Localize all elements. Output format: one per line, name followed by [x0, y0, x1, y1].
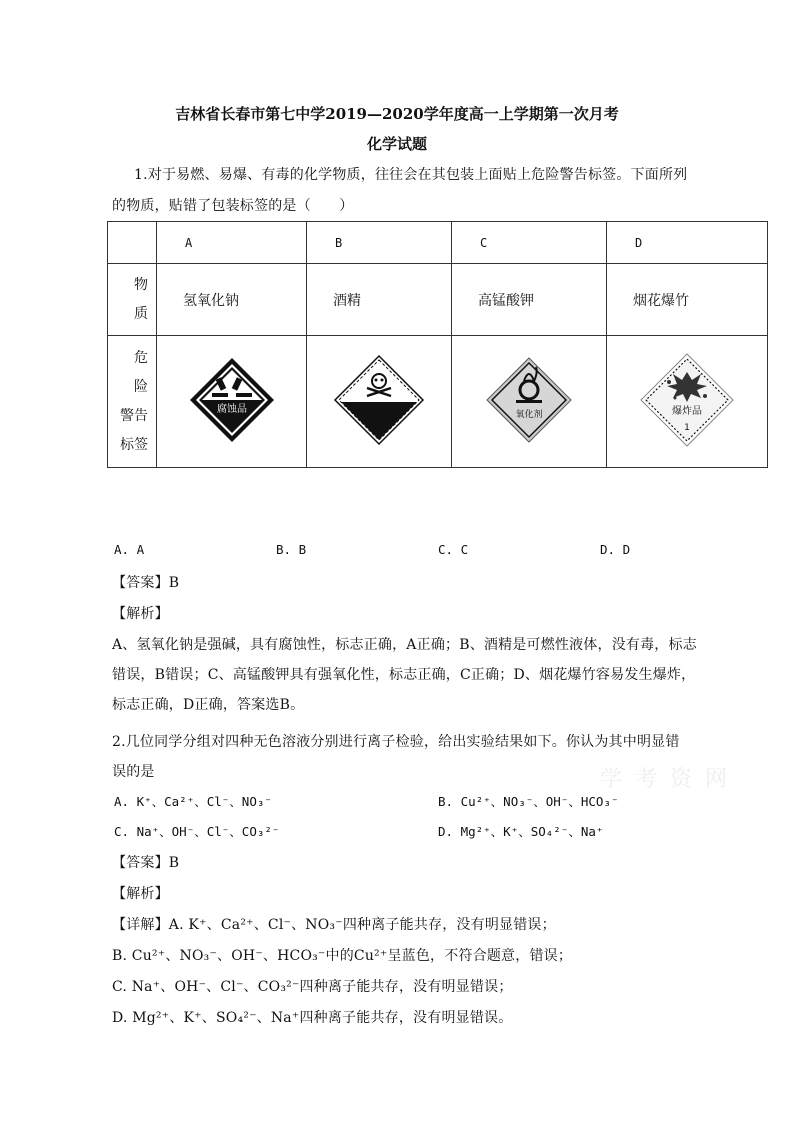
- q1-analysis-line2: 错误，B错误；C、高锰酸钾具有强氧化性，标志正确，C正确；D、烟花爆竹容易发生爆炸，: [112, 667, 696, 683]
- q2-detail-line1: 【详解】A. K⁺、Ca²⁺、Cl⁻、NO₃⁻四种离子能共存，没有明显错误；: [112, 917, 556, 933]
- q2-option-d: D. Mg²⁺、K⁺、SO₄²⁻、Na⁺: [438, 824, 604, 839]
- hazard-label-a: [157, 336, 307, 468]
- hazard-label-c: [452, 336, 607, 468]
- hazard-label-b: [307, 336, 452, 468]
- q2-analysis-heading: 【解析】: [112, 886, 169, 902]
- material-c: 高锰酸钾: [452, 264, 607, 336]
- q2-detail-line4: D. Mg²⁺、K⁺、SO₄²⁻、Na⁺四种离子能共存，没有明显错误。: [112, 1010, 513, 1026]
- q1-option-c: C. C: [438, 542, 469, 557]
- q2-detail-line2: B. Cu²⁺、NO₃⁻、OH⁻、HCO₃⁻中的Cu²⁺呈蓝色，不符合题意，错误；: [112, 948, 573, 964]
- corrosive-label-text: 腐蚀品: [216, 403, 247, 415]
- q1-analysis-heading: 【解析】: [112, 606, 169, 622]
- q1-option-b: B. B: [276, 542, 307, 557]
- material-d: 烟花爆竹: [607, 264, 768, 336]
- watermark: 学 考 资 网: [600, 767, 730, 792]
- oxidizer-label-text: 氧化剂: [515, 409, 543, 420]
- row-label-char: 警告: [120, 407, 148, 424]
- hazard-label-table: [107, 221, 768, 468]
- material-b: 酒精: [307, 264, 452, 336]
- q1-stem-line1: 1.对于易燃、易爆、有毒的化学物质，往往会在其包装上面贴上危险警告标签。下面所列: [134, 167, 688, 183]
- q1-stem-line2: 的物质，贴错了包装标签的是（ ）: [112, 198, 354, 214]
- table-corner: [108, 222, 157, 264]
- header-c: C: [452, 222, 607, 264]
- row-label-char: 物: [134, 276, 148, 293]
- explosive-division-number: 1: [684, 422, 690, 433]
- row-label-hazard: [108, 336, 157, 468]
- explosive-icon: [639, 352, 735, 448]
- q2-option-b: B. Cu²⁺、NO₃⁻、OH⁻、HCO₃⁻: [438, 794, 619, 809]
- q1-analysis-line3: 标志正确，D正确，答案选B。: [112, 697, 305, 713]
- row-label-substance: [108, 264, 157, 336]
- q2-option-a: A. K⁺、Ca²⁺、Cl⁻、NO₃⁻: [114, 794, 272, 809]
- q1-answer: 【答案】B: [112, 575, 180, 591]
- q2-answer: 【答案】B: [112, 855, 180, 871]
- exam-title: 吉林省长春市第七中学2019—2020学年度高一上学期第一次月考: [175, 105, 619, 123]
- header-a: A: [157, 222, 307, 264]
- q2-stem-line1: 2.几位同学分组对四种无色溶液分别进行离子检验，给出实验结果如下。你认为其中明显错: [112, 734, 680, 750]
- header-d: D: [607, 222, 768, 264]
- q2-option-c: C. Na⁺、OH⁻、Cl⁻、CO₃²⁻: [114, 824, 280, 839]
- row-label-char: 标签: [120, 436, 148, 453]
- row-label-char: 险: [134, 378, 148, 395]
- explosive-label-text: 爆炸品: [672, 405, 702, 417]
- header-b: B: [307, 222, 452, 264]
- q1-option-a: A. A: [114, 542, 145, 557]
- q2-stem-line2: 误的是: [112, 764, 155, 780]
- toxic-icon: [333, 354, 425, 446]
- corrosive-icon: [188, 356, 276, 444]
- row-label-char: 质: [134, 305, 148, 322]
- q1-option-d: D. D: [600, 542, 631, 557]
- material-a: 氢氧化钠: [157, 264, 307, 336]
- hazard-label-d: [607, 336, 768, 468]
- oxidizer-icon: [486, 357, 572, 443]
- q2-detail-line3: C. Na⁺、OH⁻、Cl⁻、CO₃²⁻四种离子能共存，没有明显错误；: [112, 979, 513, 995]
- exam-subtitle: 化学试题: [366, 135, 427, 153]
- q1-analysis-line1: A、氢氧化钠是强碱，具有腐蚀性，标志正确，A正确；B、酒精是可燃性液体，没有毒，标志: [112, 637, 697, 653]
- row-label-char: 危: [134, 349, 148, 366]
